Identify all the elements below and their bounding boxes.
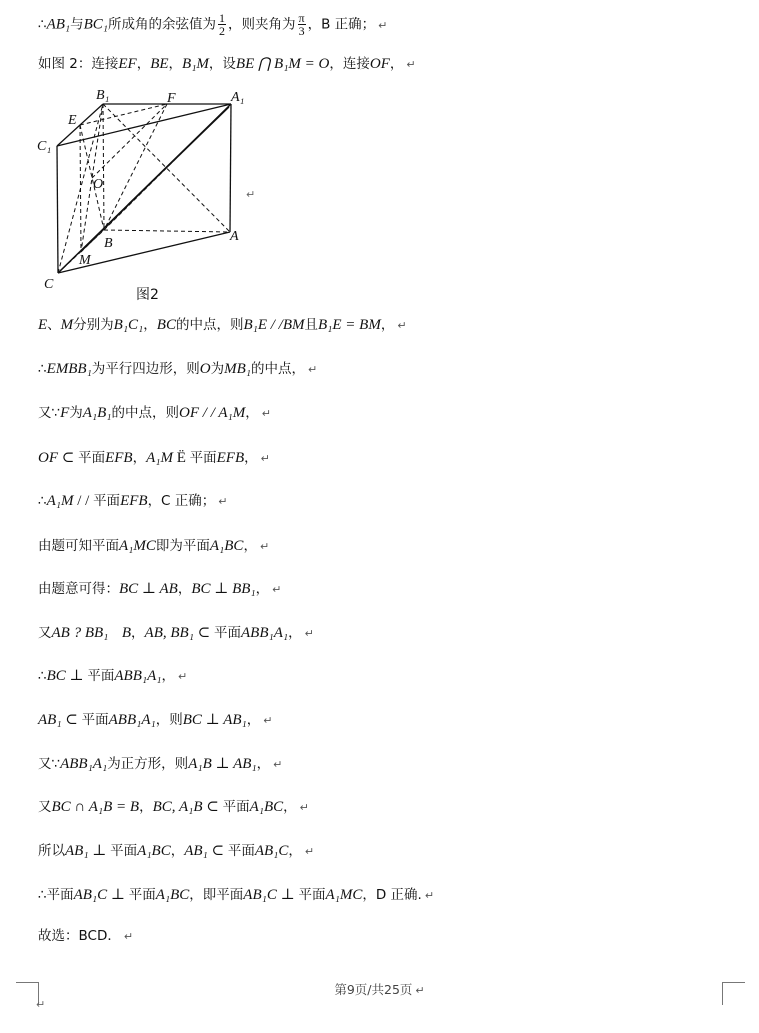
math-expression: M: [60, 317, 74, 333]
text-line-l4: [38, 360, 317, 379]
paragraph-mark: ↵: [308, 363, 318, 376]
fraction-numerator: π: [298, 11, 305, 25]
text-run: 平面: [93, 493, 121, 509]
text-run: ，: [177, 581, 192, 597]
text-run: 又∵: [38, 756, 61, 772]
text-run: 为正方形，则: [107, 756, 189, 772]
text-run: 平面: [189, 450, 217, 466]
math-expression: ABB₁A₁: [114, 668, 162, 684]
text-run: 又: [38, 625, 52, 641]
text-run: ，C 正确；: [147, 493, 216, 509]
text-run: 且: [304, 317, 318, 333]
text-run: ，: [170, 843, 185, 859]
text-run: 为: [69, 405, 83, 421]
text-run: 平面: [214, 625, 241, 641]
text-run: [108, 625, 122, 641]
fraction-numerator: 1: [219, 11, 226, 25]
math-expression: A₁MC: [325, 887, 363, 903]
math-symbol: ⊂: [193, 625, 214, 641]
math-symbol: ⊥: [107, 887, 129, 903]
text-run: ∴: [38, 493, 47, 509]
text-run: ，: [143, 317, 157, 333]
label-F: F: [167, 91, 176, 106]
math-expression: F: [60, 405, 70, 421]
text-run: 所成角的余弦值为: [108, 16, 217, 33]
text-line-l16: [38, 886, 434, 905]
text-run: 由题意可得：: [38, 581, 119, 597]
math-symbol: / /: [73, 493, 94, 509]
text-run: ，: [244, 450, 258, 466]
math-expression: EFB: [216, 450, 245, 466]
math-expression: A₁M: [146, 450, 173, 466]
text-line-l8: [38, 537, 269, 556]
paragraph-mark: ↵: [304, 627, 314, 640]
math-expression: AB₁: [65, 843, 89, 859]
text-run: 故选：BCD．: [38, 928, 121, 944]
text-run: 平面: [298, 887, 326, 903]
math-expression: A₁BC: [155, 887, 190, 903]
text-run: ∴: [38, 361, 47, 377]
math-expression: E: [38, 317, 48, 333]
math-symbol: ⊥: [65, 668, 88, 684]
text-run: 所以: [38, 843, 65, 859]
text-line-l3: [38, 316, 407, 335]
math-expression: BE ⋂ B₁M = O: [235, 56, 330, 72]
math-expression: A₁BC: [209, 538, 244, 554]
math-expression: ABB₁A₁: [241, 625, 289, 641]
math-expression: BC: [156, 317, 176, 333]
math-expression: BC₁: [83, 16, 109, 33]
text-run: ∴平面: [38, 887, 74, 903]
math-expression: EFB: [120, 493, 148, 509]
text-run: ，: [168, 56, 183, 72]
paragraph-mark: ↵: [304, 845, 315, 858]
text-line-l14: [38, 798, 309, 817]
paragraph-mark: ↵: [218, 495, 228, 508]
label-A: A: [230, 229, 239, 244]
math-symbol: ⊂: [202, 799, 223, 815]
text-run: ∴: [38, 668, 47, 684]
text-run: ，即平面: [189, 887, 244, 903]
math-expression: BC ∩ A₁B = B: [51, 799, 140, 815]
paragraph-mark: ↵: [263, 714, 273, 727]
paragraph-mark: ↵: [406, 58, 416, 71]
math-expression: B₁C₁: [113, 317, 144, 333]
paragraph-mark: ↵: [123, 930, 134, 943]
math-expression: A₁MC: [119, 538, 156, 554]
page-footer: [0, 980, 759, 998]
paragraph-mark: ↵: [259, 540, 270, 553]
text-run: ，连接: [329, 56, 370, 72]
paragraph-mark: ↵: [299, 801, 309, 814]
footer-paragraph-mark: ↵: [415, 984, 425, 997]
label-M: M: [79, 253, 91, 268]
text-run: 即为平面: [155, 538, 210, 554]
math-expression: AB₁: [38, 712, 62, 728]
label-O: O: [93, 177, 104, 192]
math-expression: B₁M: [182, 56, 209, 72]
corner-paragraph-mark: ↵: [36, 998, 46, 1011]
fraction-denominator: 2: [219, 24, 226, 38]
paragraph-mark: ↵: [272, 583, 282, 596]
math-expression: AB, BB₁: [144, 625, 194, 641]
paragraph-mark: ↵: [378, 18, 388, 32]
text-line-l10: [38, 624, 314, 643]
text-run: ，: [139, 799, 153, 815]
math-expression: BC ⊥ AB: [119, 581, 178, 597]
paragraph-mark: ↵: [260, 452, 270, 465]
text-line-l11: [38, 667, 187, 686]
label-B1: B₁: [96, 88, 110, 103]
paragraph-mark: ↵: [397, 319, 407, 332]
label-A1: A₁: [231, 90, 245, 105]
math-expression: B₁E = BM: [318, 317, 381, 333]
text-run: 、: [47, 317, 61, 333]
text-line-l17: [38, 927, 133, 946]
paragraph-mark: ↵: [424, 889, 435, 902]
text-run: 的中点，: [251, 361, 306, 377]
text-run: ，: [132, 450, 147, 466]
text-run: ，B 正确；: [307, 16, 376, 33]
text-run: ，设: [208, 56, 236, 72]
prism-figure: [34, 82, 274, 304]
math-expression: A₁B₁: [82, 405, 112, 421]
math-expression: BC: [46, 668, 66, 684]
text-line-l1: [38, 12, 387, 37]
label-E: E: [68, 113, 77, 128]
math-expression: AB₁: [46, 16, 71, 33]
text-run: ，: [288, 625, 302, 641]
math-expression: A₁B ⊥ AB₁: [188, 756, 257, 772]
text-run: 的中点，则: [111, 405, 180, 421]
segment-F-B: [104, 104, 167, 230]
segment-E-F: [80, 104, 167, 125]
math-symbol: ⊥: [276, 887, 299, 903]
text-run: 平面: [222, 799, 250, 815]
math-symbol: ⊂: [61, 712, 82, 728]
text-run: 平面: [81, 712, 109, 728]
paragraph-mark: ↵: [177, 670, 188, 683]
math-expression: OF: [369, 56, 390, 72]
fraction-denominator: 3: [298, 24, 305, 38]
text-run: ，: [161, 668, 175, 684]
label-C: C: [44, 277, 54, 292]
page-number: 第9页/共25页: [334, 982, 413, 997]
edge-A-A1: [230, 104, 231, 232]
math-expression: AB₁C: [254, 843, 289, 859]
text-run: ，: [246, 712, 261, 728]
text-run: 平面: [87, 668, 115, 684]
math-symbol: ⊥: [88, 843, 111, 859]
text-line-l9: [38, 580, 281, 599]
math-symbol: ⊂: [207, 843, 228, 859]
text-line-l15: [38, 842, 314, 861]
text-line-l5: [38, 404, 271, 423]
math-expression: OF: [38, 450, 58, 466]
label-C1: C₁: [37, 139, 52, 154]
text-run: 如图 2：连接: [38, 56, 119, 72]
edge-B-A: [104, 230, 230, 232]
paragraph-mark: ↵: [273, 758, 283, 771]
figure-caption: 图2: [136, 287, 159, 303]
text-run: ，: [256, 756, 271, 772]
math-expression: EFB: [105, 450, 133, 466]
text-run: 平面: [227, 843, 255, 859]
math-expression: BE: [150, 56, 169, 72]
math-symbol: ⊂: [58, 450, 79, 466]
text-run: 又: [38, 799, 52, 815]
text-line-l12: [38, 711, 272, 730]
text-run: 与: [70, 16, 84, 33]
text-run: ，则: [155, 712, 183, 728]
text-run: 的中点，则: [175, 317, 244, 333]
math-expression: ABB₁A₁: [60, 756, 108, 772]
math-expression: ABB₁A₁: [108, 712, 156, 728]
text-run: ，: [255, 581, 270, 597]
text-run: ，: [288, 843, 302, 859]
math-expression: AB₁: [184, 843, 208, 859]
text-line-l2: [38, 55, 416, 74]
math-expression: O: [199, 361, 211, 377]
math-expression: B: [121, 625, 132, 641]
fraction: [298, 12, 306, 37]
math-expression: AB₁C: [243, 887, 277, 903]
math-expression: AB₁C: [73, 887, 108, 903]
text-run: ∴: [38, 16, 47, 33]
fraction: [218, 12, 226, 37]
text-line-l7: [38, 492, 228, 511]
text-run: 由题可知平面: [38, 538, 119, 554]
text-run: ，D 正确.: [362, 887, 422, 903]
text-run: 分别为: [73, 317, 114, 333]
text-run: ，: [283, 799, 297, 815]
text-line-l6: [38, 449, 270, 468]
text-run: ，: [131, 625, 145, 641]
math-expression: EMBB₁: [46, 361, 92, 377]
text-run: ，: [389, 56, 404, 72]
math-expression: A₁BC: [137, 843, 171, 859]
math-expression: BC ⊥ AB₁: [182, 712, 247, 728]
text-run: ，: [245, 405, 259, 421]
text-run: ，: [380, 317, 395, 333]
text-run: 平面: [128, 887, 156, 903]
text-run: 平面: [110, 843, 138, 859]
math-expression: AB ? BB₁: [51, 625, 109, 641]
math-expression: A₁BC: [249, 799, 284, 815]
text-run: ，: [243, 538, 257, 554]
text-line-l13: [38, 755, 282, 774]
math-expression: BC ⊥ BB₁: [191, 581, 256, 597]
text-run: 为: [210, 361, 225, 377]
math-expression: BC, A₁B: [152, 799, 203, 815]
paragraph-mark: ↵: [261, 407, 271, 420]
text-run: ，则夹角为: [228, 16, 296, 33]
label-B: B: [104, 236, 113, 251]
math-expression: OF / / A₁M: [179, 405, 246, 421]
math-symbol: Ë: [172, 450, 190, 466]
math-expression: MB₁: [224, 361, 252, 377]
math-expression: B₁E / /BM: [243, 317, 305, 333]
math-expression: EF: [118, 56, 137, 72]
text-run: ，: [136, 56, 151, 72]
edge-C1-C: [57, 146, 58, 273]
text-run: 为平行四边形，则: [91, 361, 200, 377]
math-expression: A₁M: [46, 493, 74, 509]
figure-paragraph-mark: ↵: [246, 188, 256, 201]
text-run: 平面: [78, 450, 106, 466]
text-run: 又∵: [38, 405, 61, 421]
